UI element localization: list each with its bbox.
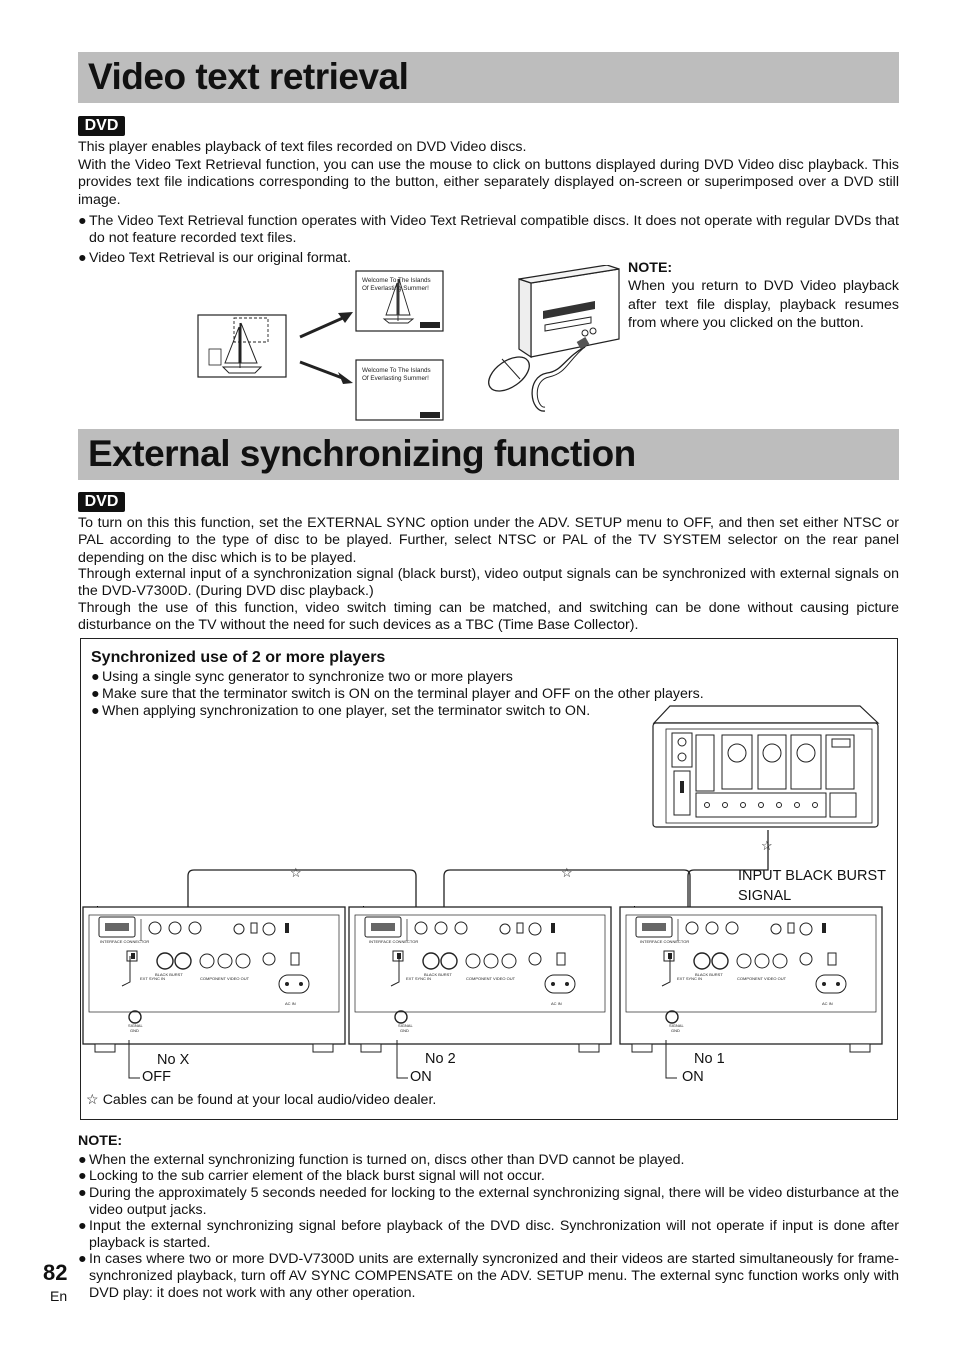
bullet-item: ● The Video Text Retrieval function operates with Video Text Retrieval compatible discs. It does not operate with regular DVDs that do not feature recorded text files. <box>78 213 899 247</box>
panel-label: EXT SYNC IN <box>677 976 703 981</box>
panel-label: BLACK BURST <box>695 972 723 977</box>
panel-label: BLACK BURST <box>424 972 452 977</box>
panel-label: SIGNAL <box>398 1023 413 1028</box>
panel-label: AC IN <box>822 1001 833 1006</box>
section-title-external-sync: External synchronizing function <box>88 433 636 474</box>
page-number: 82 <box>43 1260 68 1285</box>
panel-label: EXT SYNC IN <box>140 976 166 981</box>
panel-label: GND <box>671 1028 680 1033</box>
screen-text: Of Everlasting Summer! <box>362 375 429 382</box>
note-item: ● During the approximately 5 seconds needed for locking to the external synchronizing signal, there will be video disturbance at the video output jacks. <box>78 1185 899 1219</box>
note-item: ● In cases where two or more DVD-V7300D units are externally syncronized and their videos are started simultaneously for frame-synchronized playback, turn off AV SYNC COMPENSATE on the ADV. SETUP menu. The external sync function works only with DVD play: it does not work with any other operation. <box>78 1251 899 1302</box>
star-marker: ☆ <box>561 865 573 880</box>
player-rear-panels <box>80 904 900 1054</box>
box-heading: Synchronized use of 2 or more players <box>91 649 386 666</box>
arrow-icon <box>300 312 353 337</box>
screen-text: Welcome To The Islands <box>362 367 431 374</box>
footnote: ☆ Cables can be found at your local audio/video dealer. <box>86 1092 437 1108</box>
player-label-1: No 1 <box>694 1051 725 1067</box>
note-title: NOTE: <box>78 1133 123 1149</box>
dvd-player-icon <box>519 265 619 357</box>
sync-generator-icon <box>650 705 882 831</box>
dvd-badge: DVD <box>78 116 125 136</box>
panel-label: INTERFACE CONNECTOR <box>640 939 690 944</box>
paragraph: Through the use of this function, video switch timing can be matched, and switching can be done without causing picture disturbance on the TV without the need for such devices as a TBC (Time Base Collector). <box>78 600 899 634</box>
star-marker: ☆ <box>761 838 773 853</box>
bullet-item: ● Make sure that the terminator switch is ON on the terminal player and OFF on the other players. <box>91 686 704 702</box>
panel-label: EXT SYNC IN <box>406 976 432 981</box>
star-marker: ☆ <box>290 865 302 880</box>
panel-label: GND <box>400 1028 409 1033</box>
input-black-burst-label: INPUT BLACK BURST SIGNAL <box>738 868 886 904</box>
panel-label: GND <box>130 1028 139 1033</box>
panel-label: AC IN <box>285 1001 296 1006</box>
bullet-item: ● Video Text Retrieval is our original format. <box>78 250 352 266</box>
note-item: ● When the external synchronizing function is turned on, discs other than DVD cannot be played. <box>78 1152 685 1168</box>
panel-label: INTERFACE CONNECTOR <box>369 939 419 944</box>
player-state-x: OFF <box>142 1069 171 1085</box>
paragraph: With the Video Text Retrieval function, you can use the mouse to click on buttons displayed during DVD Video disc playback. This provides text file indications corresponding to the button, either separately displayed on-screen or superimposed over a DVD still image. <box>78 157 899 208</box>
panel-label: BLACK BURST <box>155 972 183 977</box>
language-code: En <box>50 1288 68 1304</box>
panel-label: SIGNAL <box>128 1023 143 1028</box>
player-label-x: No X <box>157 1052 190 1068</box>
note-item: ● Input the external synchronizing signal before playback of the DVD disc. Synchronization will not operate if input is done after playback is started. <box>78 1218 899 1252</box>
player-state-1: ON <box>682 1069 704 1085</box>
dvd-badge: DVD <box>78 492 125 512</box>
panel-label: SIGNAL <box>669 1023 684 1028</box>
note-item: ● Locking to the sub carrier element of the black burst signal will not occur. <box>78 1168 545 1184</box>
paragraph: This player enables playback of text files recorded on DVD Video discs. <box>78 139 527 155</box>
panel-label: COMPONENT VIDEO OUT <box>200 976 250 981</box>
player-label-2: No 2 <box>425 1051 456 1067</box>
section-title-bar <box>78 52 899 103</box>
panel-label: AC IN <box>551 1001 562 1006</box>
panel-label: COMPONENT VIDEO OUT <box>466 976 516 981</box>
paragraph: To turn on this this function, set the EXTERNAL SYNC option under the ADV. SETUP menu to OFF, and then set either NTSC or PAL according to the type of disc to be played. Further, select NTSC or PAL of the TV SYSTEM selector on the rear panel depending on the disc which is to be played. <box>78 515 899 566</box>
screen-text: Welcome To The Islands <box>362 277 431 284</box>
bullet-item: ● Using a single sync generator to synchronize two or more players <box>91 669 513 685</box>
video-text-illustration <box>195 265 625 425</box>
note-title: NOTE: <box>628 260 673 276</box>
note-block <box>628 259 899 333</box>
bullet-item: ● When applying synchronization to one player, set the terminator switch to ON. <box>91 703 591 719</box>
section-title-bar <box>78 429 899 480</box>
note-text: When you return to DVD Video playback after text file display, playback resumes from where you clicked on the button. <box>628 278 899 332</box>
panel-label: COMPONENT VIDEO OUT <box>737 976 787 981</box>
screen-text: Of Everlasting Summer! <box>362 285 429 292</box>
player-state-2: ON <box>410 1069 432 1085</box>
section-title-video-text: Video text retrieval <box>88 56 409 97</box>
arrow-icon <box>300 362 353 384</box>
star-icon: ☆ <box>86 1092 99 1108</box>
panel-label: INTERFACE CONNECTOR <box>100 939 150 944</box>
paragraph: Through external input of a synchronization signal (black burst), video output signals can be synchronized with external signals on the DVD-V7300D. (During DVD disc playback.) <box>78 566 899 600</box>
